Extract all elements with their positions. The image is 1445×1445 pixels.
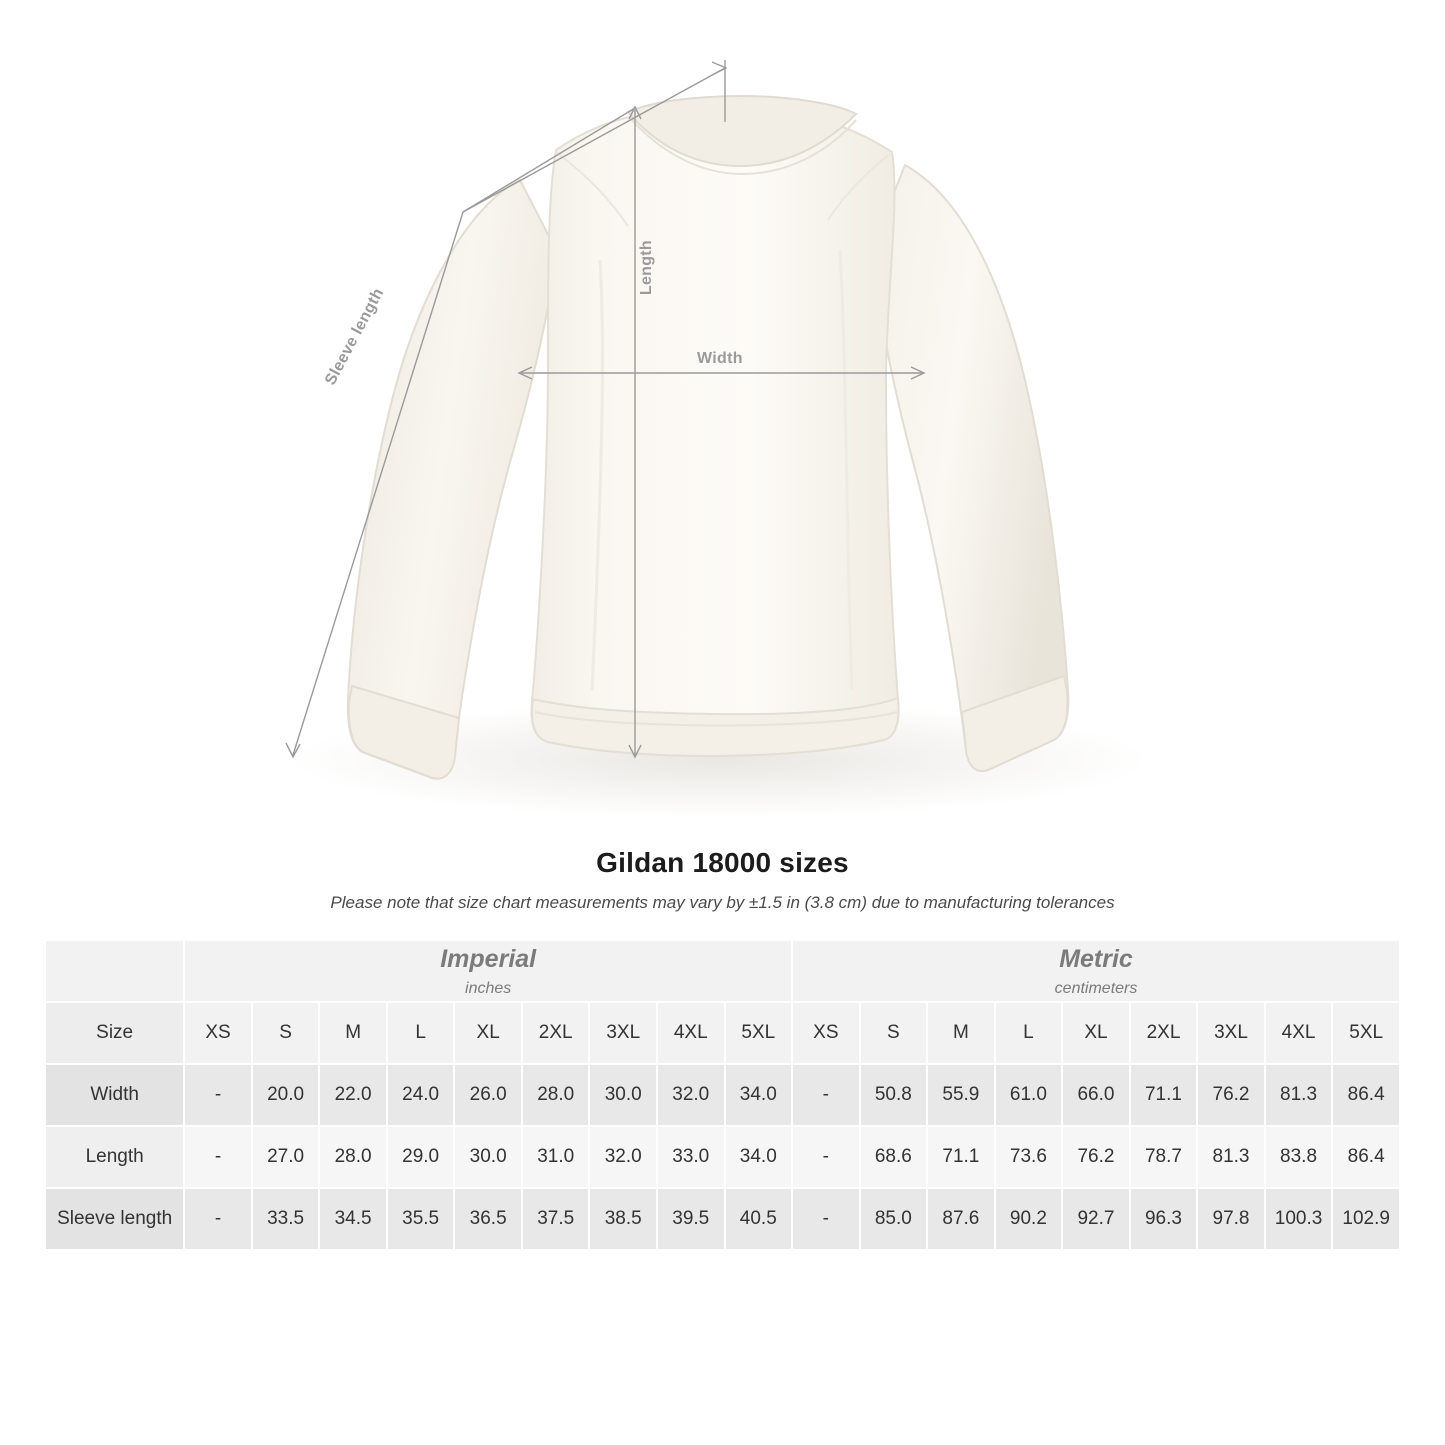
sleeve-metric-2xl: 96.3 — [1130, 1188, 1198, 1250]
sleeve-metric-l: 90.2 — [995, 1188, 1063, 1250]
width-imperial-xl: 26.0 — [454, 1064, 522, 1126]
length-metric-4xl: 83.8 — [1265, 1126, 1333, 1188]
sleeve-imperial-m: 34.5 — [319, 1188, 387, 1250]
sleeve-metric-5xl: 102.9 — [1332, 1188, 1400, 1250]
width-imperial-5xl: 34.0 — [725, 1064, 793, 1126]
sleeve-imperial-xs: - — [184, 1188, 252, 1250]
length-imperial-3xl: 32.0 — [589, 1126, 657, 1188]
width-metric-5xl: 86.4 — [1332, 1064, 1400, 1126]
width-metric-3xl: 76.2 — [1197, 1064, 1265, 1126]
sleeve-imperial-4xl: 39.5 — [657, 1188, 725, 1250]
row-label-width: Width — [45, 1064, 184, 1126]
length-metric-m: 71.1 — [927, 1126, 995, 1188]
length-metric-xs: - — [792, 1126, 860, 1188]
length-imperial-xs: - — [184, 1126, 252, 1188]
sleeve-imperial-xl: 36.5 — [454, 1188, 522, 1250]
size-column-header: Size — [45, 1002, 184, 1064]
size-header-metric-xl: XL — [1062, 1002, 1130, 1064]
size-header-imperial-l: L — [387, 1002, 455, 1064]
size-chart-table-wrapper — [44, 939, 1401, 1251]
size-header-metric-3xl: 3XL — [1197, 1002, 1265, 1064]
length-imperial-2xl: 31.0 — [522, 1126, 590, 1188]
imperial-unit-title: Imperial — [440, 945, 537, 974]
size-header-metric-4xl: 4XL — [1265, 1002, 1333, 1064]
width-imperial-3xl: 30.0 — [589, 1064, 657, 1126]
sleeve-metric-xs: - — [792, 1188, 860, 1250]
size-chart-table — [44, 939, 1401, 1251]
size-header-imperial-xl: XL — [454, 1002, 522, 1064]
page-title: Gildan 18000 sizes — [596, 847, 849, 878]
width-metric-m: 55.9 — [927, 1064, 995, 1126]
table-row-length — [45, 1126, 1400, 1188]
sleeve-imperial-s: 33.5 — [252, 1188, 320, 1250]
row-label-sleeve-length: Sleeve length — [45, 1188, 184, 1250]
width-imperial-m: 22.0 — [319, 1064, 387, 1126]
unit-header-spacer — [45, 940, 184, 1002]
width-imperial-s: 20.0 — [252, 1064, 320, 1126]
length-metric-s: 68.6 — [860, 1126, 928, 1188]
length-imperial-s: 27.0 — [252, 1126, 320, 1188]
width-metric-s: 50.8 — [860, 1064, 928, 1126]
length-metric-2xl: 78.7 — [1130, 1126, 1198, 1188]
metric-unit-subtitle: centimeters — [1054, 979, 1138, 997]
sleeve-imperial-5xl: 40.5 — [725, 1188, 793, 1250]
sleeve-imperial-2xl: 37.5 — [522, 1188, 590, 1250]
width-imperial-2xl: 28.0 — [522, 1064, 590, 1126]
length-metric-l: 73.6 — [995, 1126, 1063, 1188]
width-imperial-l: 24.0 — [387, 1064, 455, 1126]
sleeve-length-dimension-label: Sleeve length — [322, 285, 388, 388]
size-header-imperial-xs: XS — [184, 1002, 252, 1064]
size-header-metric-m: M — [927, 1002, 995, 1064]
width-metric-2xl: 71.1 — [1130, 1064, 1198, 1126]
size-header-metric-5xl: 5XL — [1332, 1002, 1400, 1064]
size-header-imperial-4xl: 4XL — [657, 1002, 725, 1064]
length-imperial-4xl: 33.0 — [657, 1126, 725, 1188]
length-metric-5xl: 86.4 — [1332, 1126, 1400, 1188]
sleeve-metric-s: 85.0 — [860, 1188, 928, 1250]
size-header-metric-2xl: 2XL — [1130, 1002, 1198, 1064]
size-header-imperial-2xl: 2XL — [522, 1002, 590, 1064]
width-metric-l: 61.0 — [995, 1064, 1063, 1126]
length-imperial-xl: 30.0 — [454, 1126, 522, 1188]
length-metric-xl: 76.2 — [1062, 1126, 1130, 1188]
size-header-imperial-3xl: 3XL — [589, 1002, 657, 1064]
width-metric-xl: 66.0 — [1062, 1064, 1130, 1126]
title-block — [0, 847, 1445, 913]
sleeve-metric-xl: 92.7 — [1062, 1188, 1130, 1250]
sleeve-imperial-3xl: 38.5 — [589, 1188, 657, 1250]
size-header-imperial-5xl: 5XL — [725, 1002, 793, 1064]
tolerance-note: Please note that size chart measurements may vary by ±1.5 in (3.8 cm) due to manufacturing tolerances — [330, 893, 1115, 912]
size-header-imperial-s: S — [252, 1002, 320, 1064]
length-imperial-l: 29.0 — [387, 1126, 455, 1188]
sleeve-metric-3xl: 97.8 — [1197, 1188, 1265, 1250]
sleeve-imperial-l: 35.5 — [387, 1188, 455, 1250]
imperial-unit-header — [184, 940, 792, 1002]
width-metric-4xl: 81.3 — [1265, 1064, 1333, 1126]
width-imperial-xs: - — [184, 1064, 252, 1126]
width-dimension-label: Width — [697, 350, 743, 367]
length-imperial-m: 28.0 — [319, 1126, 387, 1188]
length-metric-3xl: 81.3 — [1197, 1126, 1265, 1188]
row-label-length: Length — [45, 1126, 184, 1188]
imperial-unit-subtitle: inches — [465, 979, 512, 997]
length-dimension-label: Length — [638, 240, 655, 296]
width-imperial-4xl: 32.0 — [657, 1064, 725, 1126]
metric-unit-title: Metric — [1059, 945, 1133, 974]
size-header-metric-l: L — [995, 1002, 1063, 1064]
sleeve-metric-m: 87.6 — [927, 1188, 995, 1250]
metric-unit-header — [792, 940, 1400, 1002]
column-header-row — [45, 1002, 1400, 1064]
table-row-sleeve-length — [45, 1188, 1400, 1250]
unit-header-row — [45, 940, 1400, 1002]
size-header-metric-xs: XS — [792, 1002, 860, 1064]
size-header-imperial-m: M — [319, 1002, 387, 1064]
width-metric-xs: - — [792, 1064, 860, 1126]
size-header-metric-s: S — [860, 1002, 928, 1064]
sleeve-metric-4xl: 100.3 — [1265, 1188, 1333, 1250]
table-row-width — [45, 1064, 1400, 1126]
length-imperial-5xl: 34.0 — [725, 1126, 793, 1188]
